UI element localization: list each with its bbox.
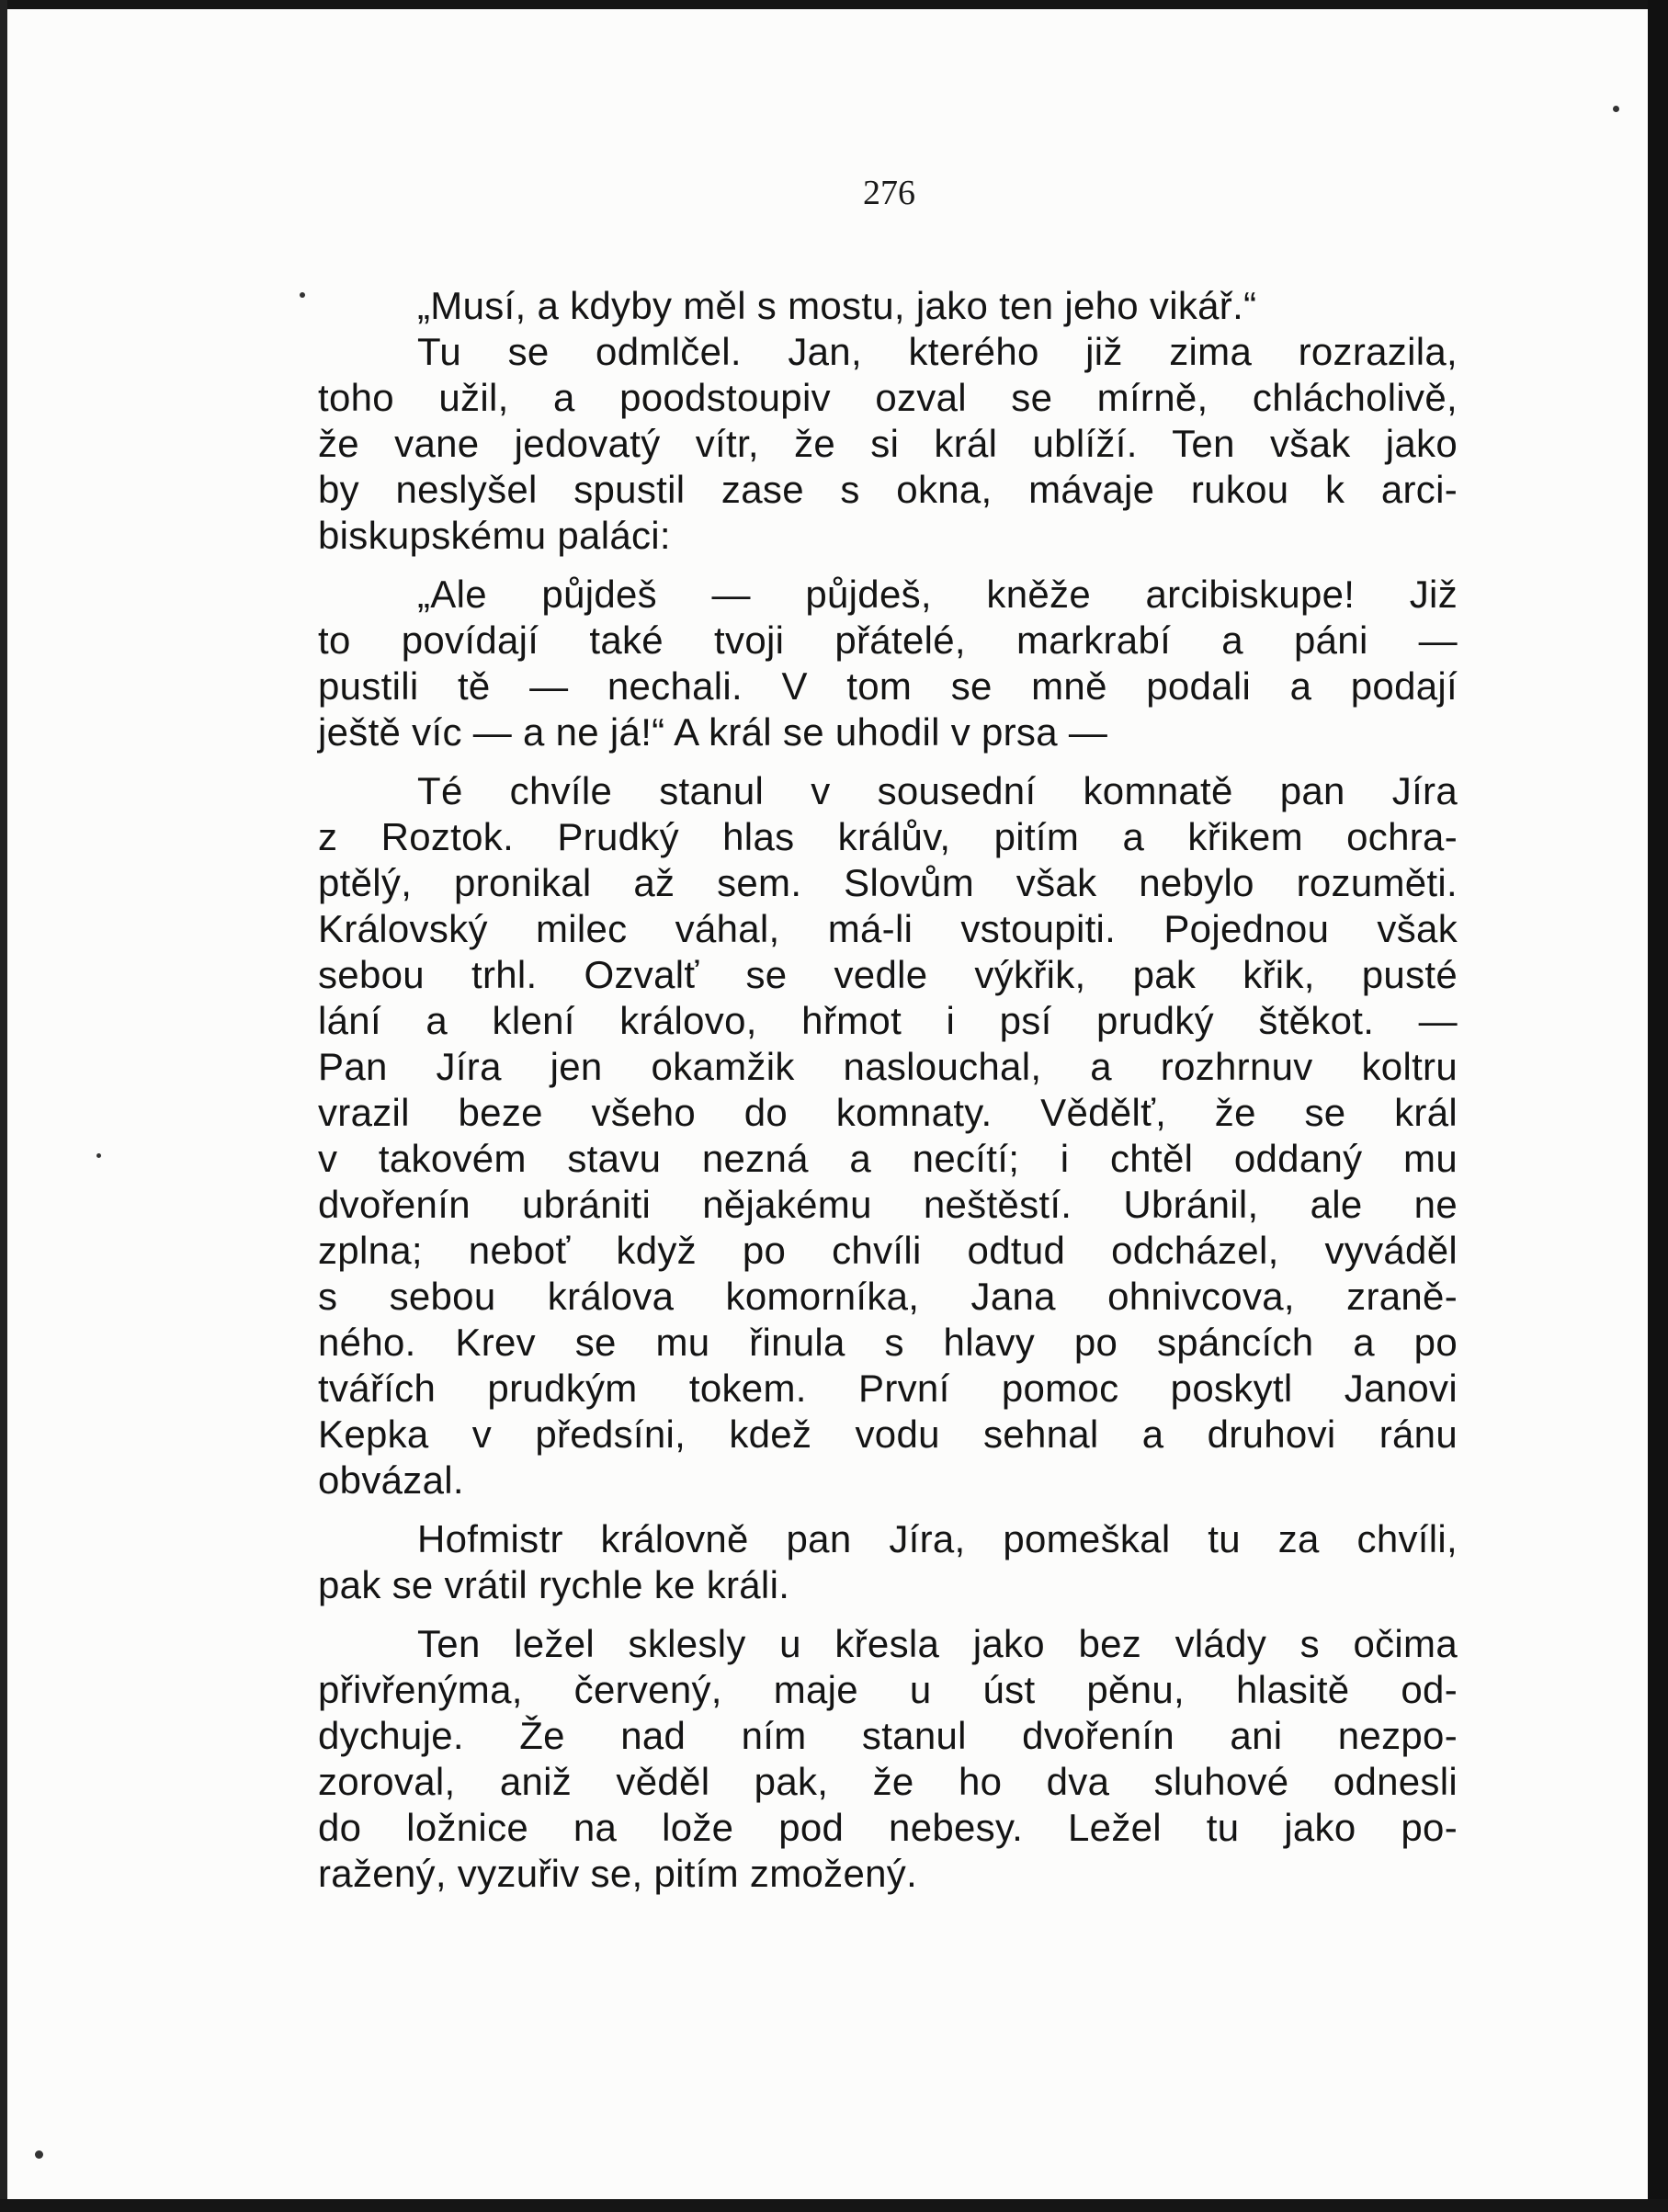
text-line: toho užil, a poodstoupiv ozval se mírně, chlácholivě, xyxy=(318,376,1458,419)
text-line: lání a klení královo, hřmot i psí prudký štěkot. — xyxy=(318,999,1458,1042)
scan-edge-right xyxy=(1648,0,1668,2212)
paragraph xyxy=(318,768,1458,1503)
text-line: Té chvíle stanul v sousední komnatě pan Jíra xyxy=(417,769,1458,812)
text-line: z Roztok. Prudký hlas králův, pitím a křikem ochra- xyxy=(318,815,1458,858)
text-line: biskupskému paláci: xyxy=(318,514,671,557)
speck-mark xyxy=(300,292,305,298)
text-line: že vane jedovatý vítr, že si král ublíží. Ten však jako xyxy=(318,422,1458,465)
text-line: zoroval, aniž věděl pak, že ho dva sluhové odnesli xyxy=(318,1760,1458,1803)
text-line: by neslyšel spustil zase s okna, mávaje rukou k arci- xyxy=(318,468,1458,511)
speck-mark xyxy=(96,1153,101,1158)
speck-mark xyxy=(1613,106,1619,112)
text-line: vrazil beze všeho do komnaty. Vědělť, že se král xyxy=(318,1091,1458,1134)
text-line: v takovém stavu nezná a necítí; i chtěl oddaný mu xyxy=(318,1137,1458,1180)
paragraph xyxy=(318,572,1458,755)
text-line: dvořenín ubrániti nějakému neštěstí. Ubránil, ale ne xyxy=(318,1183,1458,1226)
text-line: do ložnice na lože pod nebesy. Ležel tu jako po- xyxy=(318,1806,1458,1849)
text-line: sebou trhl. Ozvalť se vedle výkřik, pak křik, pusté xyxy=(318,953,1458,996)
text-line: to povídají také tvoji přátelé, markrabí a páni — xyxy=(318,618,1458,662)
text-line: přivřenýma, červený, maje u úst pěnu, hlasitě od- xyxy=(318,1668,1458,1711)
text-line: s sebou králova komorníka, Jana ohnivcova, zraně- xyxy=(318,1275,1458,1318)
paragraph xyxy=(318,283,1458,329)
text-line: pak se vrátil rychle ke králi. xyxy=(318,1563,790,1606)
speck-mark xyxy=(35,2150,43,2159)
scan-edge-left xyxy=(0,0,7,2212)
text-line: pustili tě — nechali. V tom se mně podali a podají xyxy=(318,664,1458,708)
text-line: ptělý, pronikal až sem. Slovům však nebylo rozuměti. xyxy=(318,861,1458,904)
page-number: 276 xyxy=(863,174,915,212)
text-line: „Musí, a kdyby měl s mostu, jako ten jeho vikář.“ xyxy=(417,284,1257,327)
paragraph xyxy=(318,329,1458,559)
text-line: tvářích prudkým tokem. První pomoc poskytl Janovi xyxy=(318,1367,1458,1410)
paragraph xyxy=(318,1516,1458,1608)
text-line: ného. Krev se mu řinula s hlavy po spáncích a po xyxy=(318,1321,1458,1364)
text-line: ještě víc — a ne já!“ A král se uhodil v prsa — xyxy=(318,710,1108,754)
paragraph xyxy=(318,1621,1458,1897)
text-line: Ten ležel sklesly u křesla jako bez vlády s očima xyxy=(417,1622,1458,1665)
text-line: „Ale půjdeš — půjdeš, kněže arcibiskupe! Již xyxy=(417,573,1458,616)
scan-edge-bottom xyxy=(0,2199,1668,2212)
text-line: Královský milec váhal, má-li vstoupiti. Pojednou však xyxy=(318,907,1458,950)
scan-edge-top xyxy=(0,0,1668,9)
text-line: Kepka v předsíni, kdež vodu sehnal a druhovi ránu xyxy=(318,1412,1458,1456)
text-line: Pan Jíra jen okamžik naslouchal, a rozhrnuv koltru xyxy=(318,1045,1458,1088)
text-line: Tu se odmlčel. Jan, kterého již zima rozrazila, xyxy=(417,330,1458,373)
text-line: ražený, vyzuřiv se, pitím zmožený. xyxy=(318,1852,918,1895)
text-line: zplna; neboť když po chvíli odtud odcházel, vyváděl xyxy=(318,1229,1458,1272)
body-text xyxy=(318,283,1458,1910)
text-line: Hofmistr královně pan Jíra, pomeškal tu za chvíli, xyxy=(417,1517,1458,1560)
text-line: dychuje. Že nad ním stanul dvořenín ani nezpo- xyxy=(318,1714,1458,1757)
text-line: obvázal. xyxy=(318,1458,464,1502)
